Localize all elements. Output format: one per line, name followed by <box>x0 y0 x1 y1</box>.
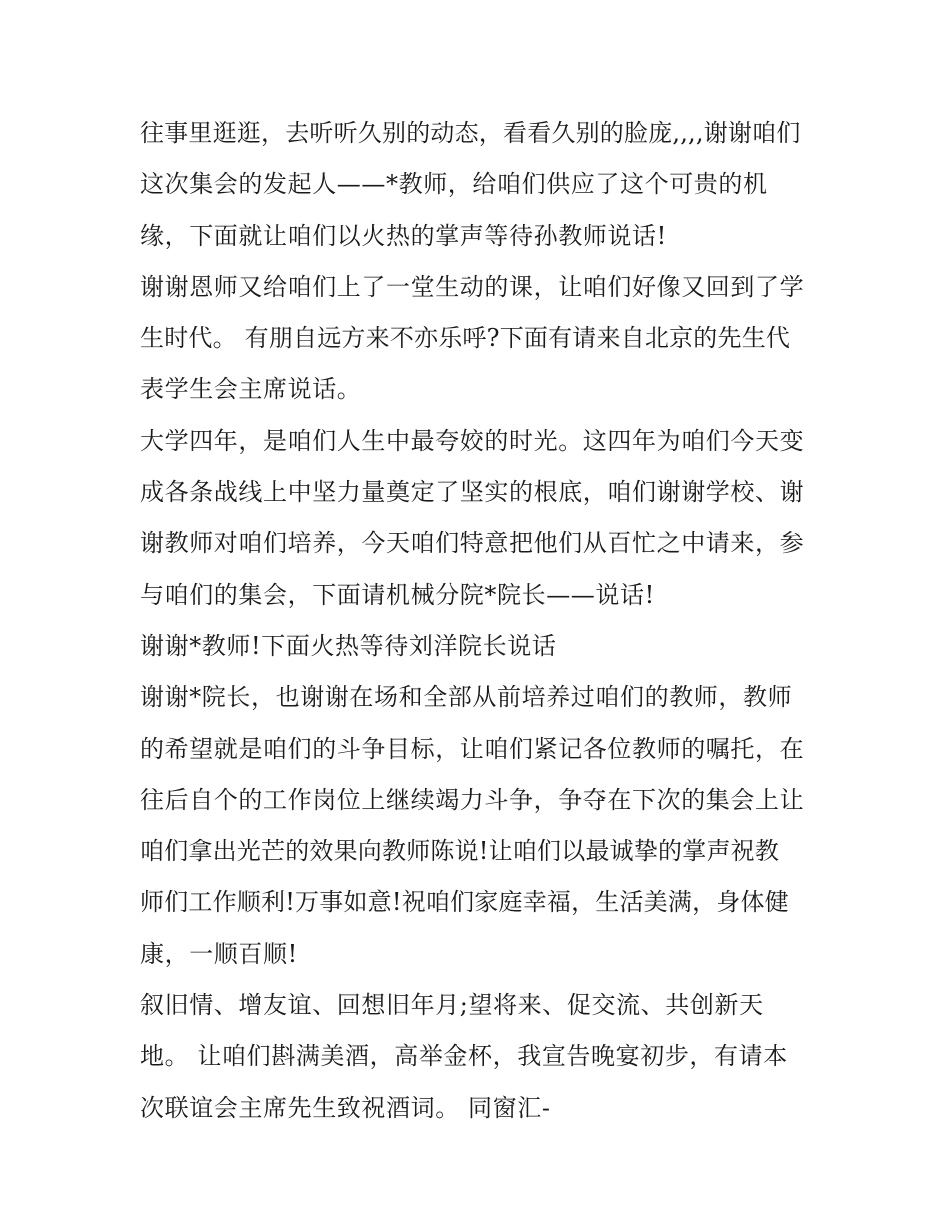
text-line: 大学四年，是咱们人生中最夸姣的时光。这四年为咱们今天变 <box>140 426 805 455</box>
text-line: 叙旧情、增友谊、回想旧年月;望将来、促交流、共创新天 <box>140 991 764 1020</box>
text-line: 的希望就是咱们的斗争目标，让咱们紧记各位教师的嘱托，在 <box>140 734 805 763</box>
text-line: 这次集会的发起人——*教师，给咱们供应了这个可贵的机 <box>140 170 768 199</box>
text-line: 次联谊会主席先生致祝酒词。 同窗汇- <box>140 1093 551 1122</box>
text-line: 谢谢*教师!下面火热等待刘洋院长说话 <box>140 631 557 660</box>
text-line: 谢谢恩师又给咱们上了一堂生动的课，让咱们好像又回到了学 <box>140 272 805 301</box>
text-line: 谢教师对咱们培养，今天咱们特意把他们从百忙之中请来，参 <box>140 529 805 558</box>
document-body <box>140 108 830 1134</box>
text-line: 往事里逛逛，去听听久别的动态，看看久别的脸庞,,,,谢谢咱们 <box>140 119 801 147</box>
text-line: 康，一顺百顺! <box>140 939 298 968</box>
text-line: 谢谢*院长，也谢谢在场和全部从前培养过咱们的教师，教师 <box>140 683 793 712</box>
text-line: 生时代。 有朋自远方来不亦乐呼?下面有请来自北京的先生代 <box>140 324 791 353</box>
text-line: 成各条战线上中坚力量奠定了坚实的根底，咱们谢谢学校、谢 <box>140 478 805 507</box>
text-line: 咱们拿出光芒的效果向教师陈说!让咱们以最诚挚的掌声祝教 <box>140 837 780 866</box>
text-line: 往后自个的工作岗位上继续竭力斗争，争夺在下次的集会上让 <box>140 785 805 814</box>
text-line: 与咱们的集会，下面请机械分院*院长——说话! <box>140 580 655 609</box>
text-line: 缘，下面就让咱们以火热的掌声等待孙教师说话! <box>140 221 667 250</box>
text-line: 表学生会主席说话。 <box>140 375 362 404</box>
text-line: 地。 让咱们斟满美酒，高举金杯，我宣告晚宴初步，有请本 <box>140 1042 788 1071</box>
text-line: 师们工作顺利!万事如意!祝咱们家庭幸福，生活美满，身体健 <box>140 888 789 917</box>
